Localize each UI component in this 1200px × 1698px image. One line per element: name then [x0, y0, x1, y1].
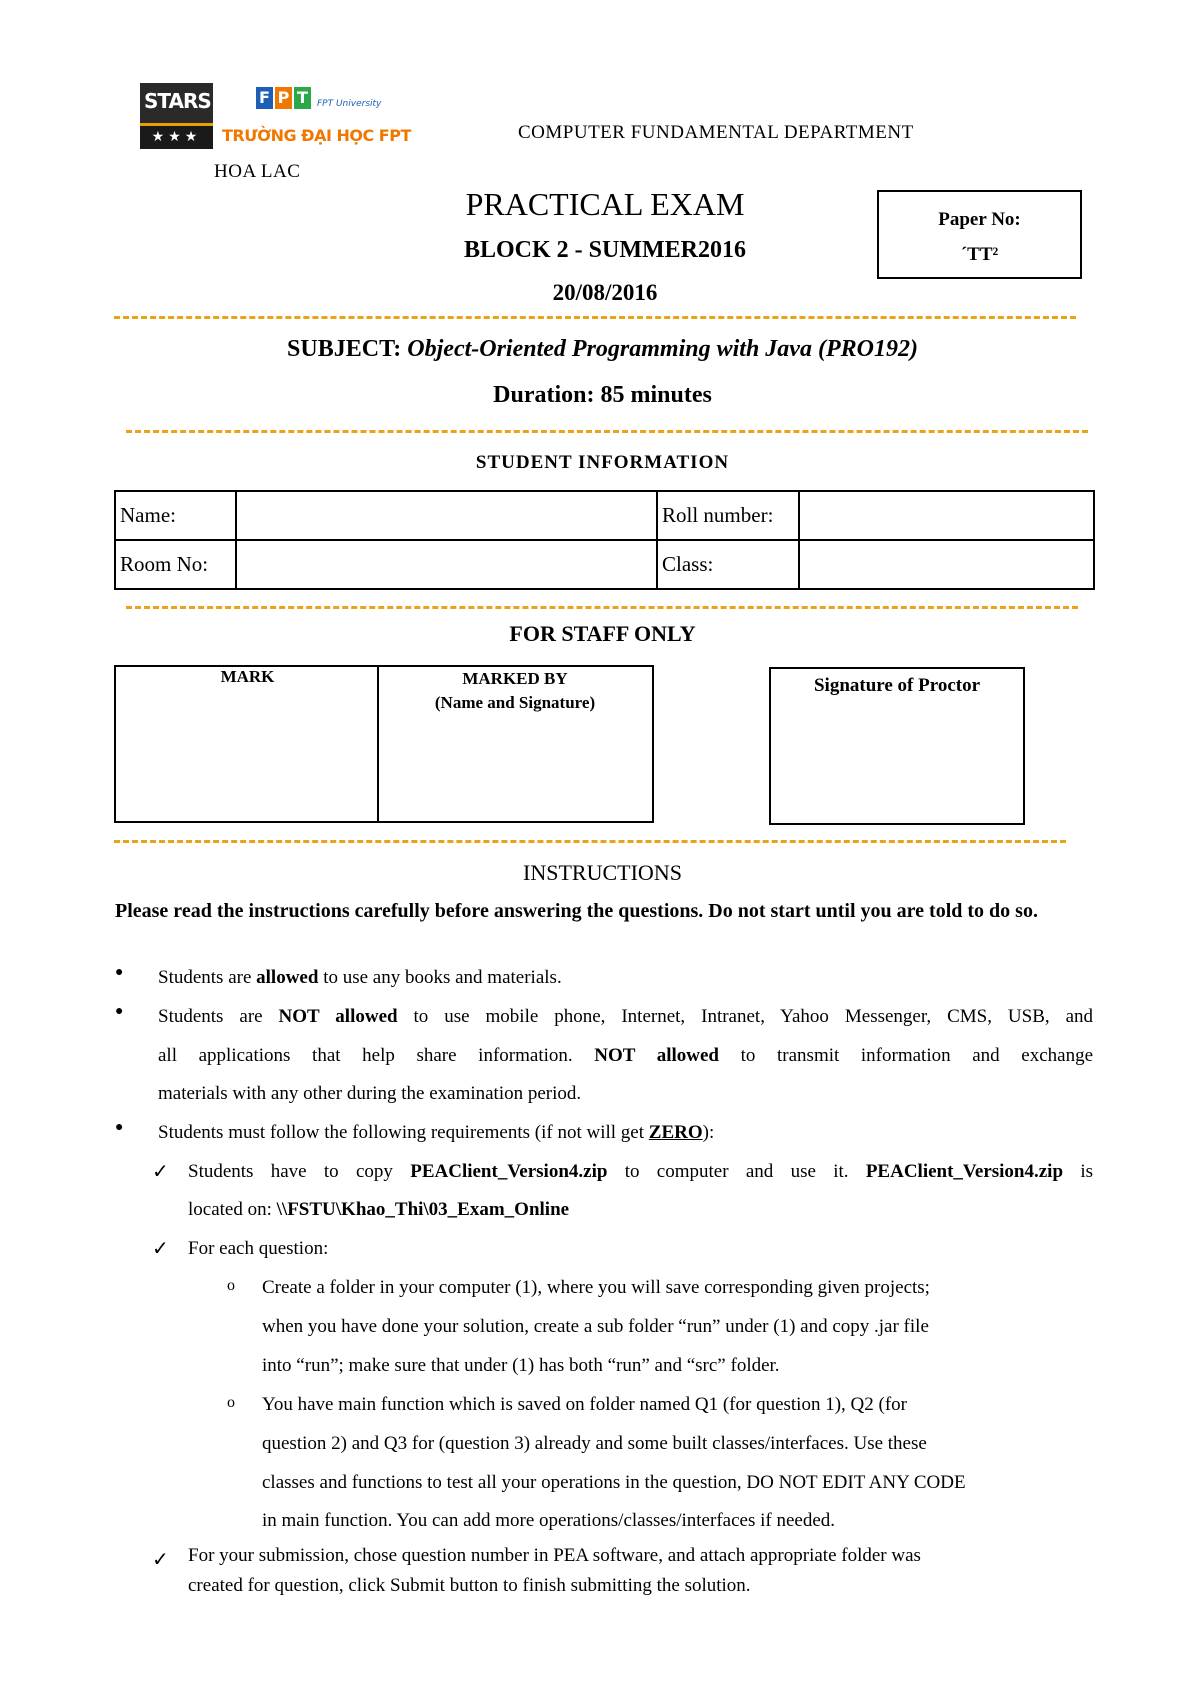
subject-line	[115, 336, 1090, 363]
rule-allowed: Students are allowed to use any books and materials.	[158, 967, 562, 988]
submission-line2: created for question, click Submit button to finish submitting the solution.	[188, 1575, 751, 1596]
rule-not-allowed-line3: materials with any other during the examination period.	[158, 1083, 582, 1104]
main-function-line3: classes and functions to test all your operations in the question, DO NOT EDIT ANY CODE	[262, 1472, 966, 1493]
marked-by-label: MARKED BY	[462, 669, 568, 688]
class-field[interactable]	[799, 540, 1094, 589]
roll-number-label: Roll number:	[657, 491, 799, 540]
signature-label: Signature of Proctor	[813, 675, 981, 696]
rule-not-allowed-line1: Students are NOT allowed to use mobile phone, Internet, Intranet, Yahoo Messenger, CMS, USB, and	[158, 1006, 1094, 1027]
divider	[126, 606, 1078, 609]
bullet-icon: ●	[115, 965, 124, 980]
main-function-line2: question 2) and Q3 for (question 3) already and some built classes/interfaces. Use these	[262, 1433, 927, 1454]
proctor-signature-box	[769, 667, 1025, 825]
paper-label: Paper No:	[938, 209, 1021, 230]
checkmark-icon: ✓	[152, 1161, 169, 1183]
marked-by-sub: (Name and Signature)	[434, 693, 596, 712]
roll-number-field[interactable]	[799, 491, 1094, 540]
submission-line1: For your submission, chose question number in PEA software, and attach appropriate folder was	[188, 1545, 921, 1566]
main-function-line1: You have main function which is saved on folder named Q1 (for question 1), Q2 (for	[262, 1394, 907, 1415]
staff-heading: FOR STAFF ONLY	[509, 621, 696, 646]
stars-logo-text: STARS	[144, 89, 211, 113]
subject-name: Object-Oriented Programming with Java (PRO192)	[407, 336, 918, 362]
sub-bullet-icon: o	[227, 1394, 235, 1411]
req-each-question: For each question:	[188, 1238, 329, 1259]
subject-label: SUBJECT:	[287, 336, 402, 362]
fpt-logo-subtitle: FPT University	[317, 99, 382, 109]
bullet-icon: ●	[115, 1004, 124, 1019]
student-info-table	[114, 490, 1095, 590]
divider	[114, 840, 1066, 843]
mark-label: MARK	[220, 667, 275, 686]
exam-title: PRACTICAL EXAM	[465, 186, 745, 222]
paper-value: ´TT²	[960, 244, 999, 265]
fpt-logo: F P T FPT University	[256, 87, 386, 117]
marked-by-header	[379, 667, 651, 715]
create-folder-line3: into “run”; make sure that under (1) has both “run” and “src” folder.	[262, 1355, 780, 1376]
create-folder-line1: Create a folder in your computer (1), where you will save corresponding given projects;	[262, 1277, 930, 1298]
student-info-heading: STUDENT INFORMATION	[475, 452, 730, 473]
mark-box	[114, 665, 654, 823]
class-label: Class:	[657, 540, 799, 589]
checkmark-icon: ✓	[152, 1238, 169, 1260]
mark-column	[116, 667, 379, 821]
rule-not-allowed-line2: all applications that help share information. NOT allowed to transmit information and exchange	[158, 1045, 1094, 1066]
req-copy-client-line2: located on: \\FSTU\Khao_Thi\03_Exam_Online	[188, 1199, 570, 1220]
main-function-line4: in main function. You can add more operations/classes/interfaces if needed.	[262, 1510, 835, 1531]
duration-value: 85 minutes	[600, 382, 712, 408]
instructions-heading: INSTRUCTIONS	[523, 860, 682, 885]
exam-block: BLOCK 2 - SUMMER2016	[464, 237, 746, 263]
stars-logo	[140, 83, 213, 149]
bullet-icon: ●	[115, 1120, 124, 1135]
name-field[interactable]	[236, 491, 657, 540]
checkmark-icon: ✓	[152, 1549, 169, 1571]
department-name: COMPUTER FUNDAMENTAL DEPARTMENT	[518, 122, 914, 143]
divider	[126, 430, 1088, 433]
duration-label: Duration:	[493, 382, 595, 408]
room-label: Room No:	[115, 540, 236, 589]
divider	[114, 316, 1076, 319]
req-copy-client-line1: Students have to copy PEAClient_Version4.zip to computer and use it. PEAClient_Version4.zip is	[188, 1161, 1093, 1182]
rule-requirements: Students must follow the following requirements (if not will get ZERO):	[158, 1122, 715, 1143]
paper-number-box	[877, 190, 1082, 279]
sub-bullet-icon: o	[227, 1277, 235, 1294]
university-logo-text: TRƯỜNG ĐẠI HỌC FPT	[222, 126, 411, 145]
name-label: Name:	[115, 491, 236, 540]
exam-date: 20/08/2016	[552, 280, 658, 305]
campus-name: HOA LAC	[214, 161, 301, 182]
stars-logo-symbols: ★★★	[151, 129, 202, 145]
create-folder-line2: when you have done your solution, create a sub folder “run” under (1) and copy .jar file	[262, 1316, 929, 1337]
room-field[interactable]	[236, 540, 657, 589]
duration-line	[115, 382, 1090, 409]
instructions-intro: Please read the instructions carefully before answering the questions. Do not start until you are told to do so.	[115, 900, 1038, 922]
